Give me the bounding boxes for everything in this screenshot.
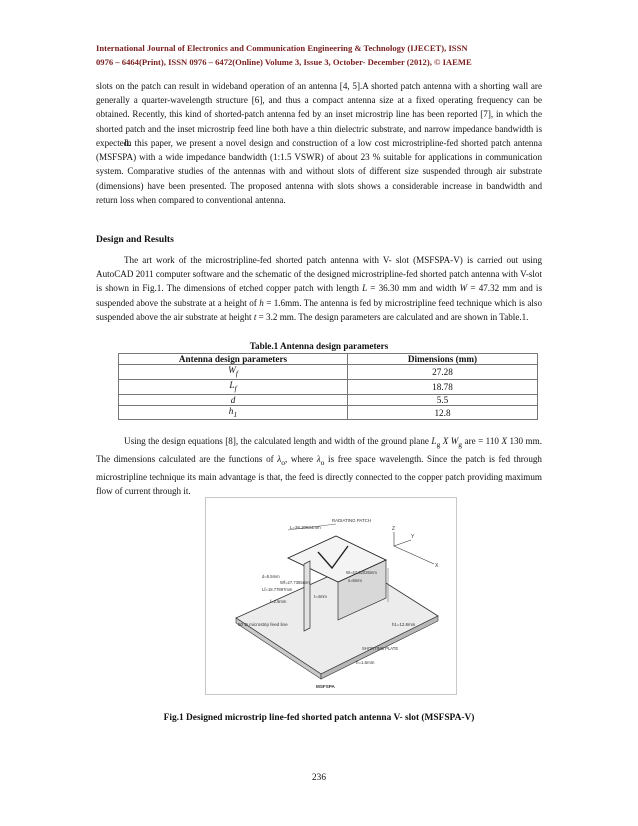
p4-text-e: is free space wavelength. Since the patch is fed through microstripline technique its main advantage is that, the feed is directly connected to the copper patch providing maximum flow of current through it. (96, 454, 542, 497)
p3-text-e: = 3.2 mm. The design parameters are calculated and are shown in Table.1. (256, 311, 529, 322)
feed-line (304, 561, 310, 631)
param-symbol: L (229, 379, 235, 390)
table-body (119, 365, 538, 420)
paragraph-3 (96, 253, 542, 324)
label-feed-line: 50 Ω microstrip feed line (238, 622, 288, 627)
label-wf: Wf=27.7355mm (280, 580, 310, 585)
antenna-figure (205, 497, 457, 695)
label-h1: h1=12.8mm (392, 622, 416, 627)
p4-sub-g1: g (436, 439, 441, 449)
table-header-param: Antenna design parameters (119, 354, 348, 365)
label-z: Z (392, 526, 396, 532)
p4-sub-g2: g (458, 439, 463, 449)
section-title: Design and Results (96, 234, 174, 245)
table-cell-param (119, 379, 348, 394)
table-row (119, 405, 538, 420)
param-symbol: W (228, 365, 236, 375)
label-t: t=4mm (314, 594, 327, 599)
p4-var-Lg: L (431, 436, 437, 446)
table-header-row (119, 354, 538, 365)
x-axis (394, 546, 434, 564)
paragraph-1: slots on the patch can result in wideband operation of an antenna [4, 5].A shorted patch antenna with a shorting wall are generally a quarter-wavelength structure [6], and thus a compact antenna size at a fixed operating frequency can be obtained. Recently, this kind of shorted-patch antenna fed by an inset microstrip line has been reported [7], in which the shorted patch and the inset microstrip feed line both have a thin dielectric substrate, and narrow impedance bandwidth is expected. (96, 81, 542, 148)
label-substrate: MSFSPA (316, 684, 335, 689)
paragraph-4 (96, 434, 542, 498)
p4-var-Wg: W (450, 436, 459, 446)
figure-caption: Fig.1 Designed microstrip line-fed shorted patch antenna V- slot (MSFSPA-V) (163, 713, 475, 723)
paragraph-2: In this paper, we present a novel design and construction of a low cost microstripline-fed shorted patch antenna (MSFSPA) with a wide impedance bandwidth (1:1.5 VSWR) of about 23 % suitable for applications in communication system. Comparative studies of the antennas with and without slots of different size suspended through air substrate (dimensions) have been presented. The proposed antenna with slots shows a considerable increase in bandwidth and return loss when compared to conventional antenna. (96, 138, 542, 205)
param-symbol: d (230, 394, 236, 405)
p3-text-b: = 36.30 mm and width (367, 283, 460, 294)
table-cell-value: 27.28 (348, 365, 538, 380)
p4-var-X: X (440, 436, 451, 446)
p3-var-L: L (362, 283, 368, 294)
p4-text-c: 130 mm. The dimensions calculated are the functions of (96, 436, 542, 465)
table-cell-param (119, 394, 348, 405)
p3-var-h: h (259, 297, 264, 308)
y-axis (394, 540, 411, 546)
table-row (119, 365, 538, 380)
p3-var-W: W (459, 283, 468, 294)
label-f: f=2.5mm (270, 599, 287, 604)
label-y: Y (411, 534, 415, 540)
label-width: W=47.32026mm (346, 570, 377, 575)
p4-sub-o1: o (281, 457, 285, 467)
p4-text-a: Using the design equations [8], the calculated length and width of the ground plane (124, 436, 432, 446)
journal-header (96, 41, 542, 69)
p4-lambda-2: λ (316, 454, 321, 465)
table-cell-param (119, 405, 348, 420)
page-number: 236 (312, 773, 326, 783)
table-cell-param (119, 365, 348, 380)
antenna-schematic (206, 498, 456, 694)
label-d: d=5.5mm (262, 574, 280, 579)
param-symbol: h (228, 405, 234, 416)
p4-var-X2: X (501, 436, 507, 446)
p3-text-d: = 1.6mm. The antenna is fed by microstripline feed technique which is also suspended above the air substrate at height (96, 297, 543, 322)
table-row (119, 394, 538, 405)
param-subscript: 1 (233, 409, 238, 419)
table-header-dimension: Dimensions (mm) (348, 354, 538, 365)
table-cell-value: 5.5 (348, 394, 538, 405)
label-length: L=36.30534mm (290, 525, 321, 530)
p4-text-d: , where (285, 454, 317, 465)
table-caption: Table.1 Antenna design parameters (249, 341, 389, 351)
label-radiating-patch: RADIATING PATCH (332, 518, 372, 523)
p4-text-b: are = 110 (462, 436, 502, 446)
p4-sub-o2: o (320, 457, 325, 467)
param-subscript: f (235, 368, 238, 378)
label-h: h=1.6mm (356, 660, 375, 665)
p3-text-a: The art work of the microstripline-fed shorted patch antenna with V- slot (MSFSPA-V) is carried out using AutoCAD 2011 computer software and the schematic of the designed microstripline-fed shorted patch antenna with V-slot is shown in Fig.1. The dimensions of etched copper patch with length (96, 255, 542, 294)
label-shorting-plate: SHORTING PLATE (362, 646, 399, 651)
table-cell-value: 12.8 (348, 405, 538, 420)
label-slot: s=6mm (348, 578, 362, 583)
header-line-1: International Journal of Electronics and Communication Engineering & Technology (IJECET), ISSN (96, 43, 468, 53)
label-lf: Lf=18.77897mm (262, 587, 293, 592)
p3-var-t: t (253, 311, 257, 322)
param-subscript: f (234, 383, 237, 393)
p4-lambda-1: λ (277, 454, 282, 465)
label-x: X (435, 563, 439, 569)
parameters-table (118, 353, 538, 420)
table-row (119, 379, 538, 394)
header-line-2: 0976 – 6464(Print), ISSN 0976 – 6472(Online) Volume 3, Issue 3, October- December (2012), © IAEME (96, 57, 472, 67)
p3-text-c: = 47.32 mm and is suspended above the substrate at a height of (96, 283, 542, 308)
table-cell-value: 18.78 (348, 379, 538, 394)
